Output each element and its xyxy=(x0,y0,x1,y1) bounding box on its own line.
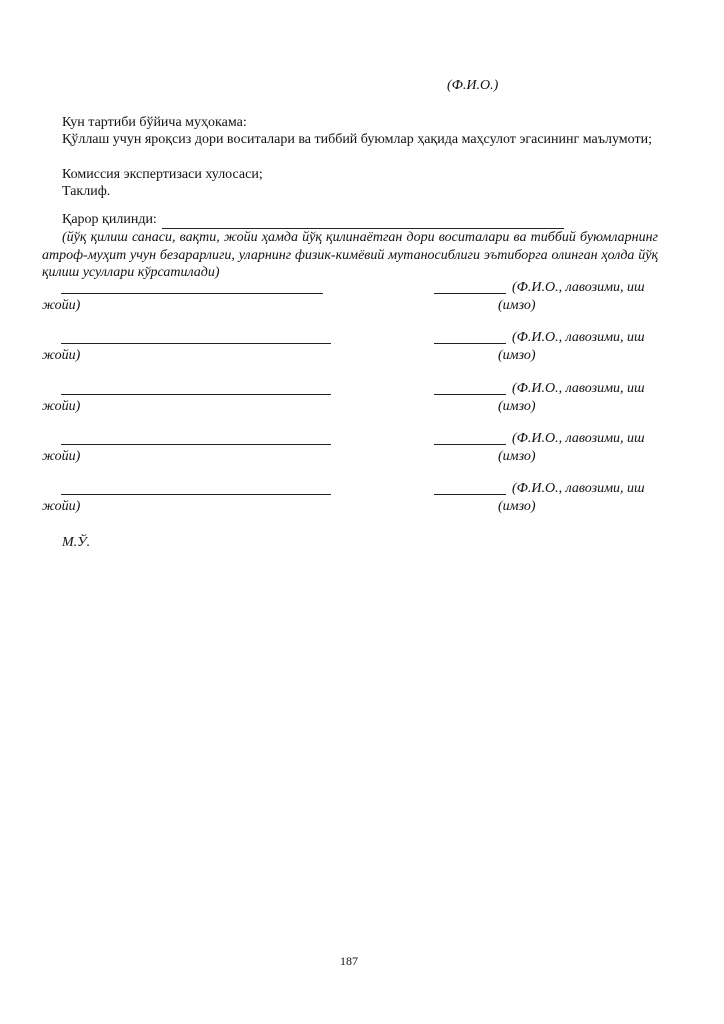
signature-workplace: жойи) xyxy=(42,298,81,313)
agenda-title: Кун тартиби бўйича муҳокама: xyxy=(62,115,247,130)
agenda-item-1: Қўллаш учун яроқсиз дори воситалари ва тиббий буюмлар ҳақида маҳсулот эгасининг маълумоти; xyxy=(62,132,652,147)
signature-line xyxy=(434,444,506,445)
signature-caption: (Ф.И.О., лавозими, иш xyxy=(512,381,645,396)
signature-line xyxy=(434,293,506,294)
signature-workplace: жойи) xyxy=(42,449,81,464)
header-fio: (Ф.И.О.) xyxy=(447,78,499,93)
signature-block xyxy=(42,381,658,421)
signature-block xyxy=(42,280,658,320)
signature-caption: (Ф.И.О., лавозими, иш xyxy=(512,431,645,446)
signature-block xyxy=(42,330,658,370)
signature-sign-label: (имзо) xyxy=(498,298,536,313)
signature-sign-label: (имзо) xyxy=(498,399,536,414)
signature-sign-label: (имзо) xyxy=(498,449,536,464)
agenda-item-2: Комиссия экспертизаси хулосаси; xyxy=(62,167,263,182)
signature-sign-label: (имзо) xyxy=(498,348,536,363)
seal-label: М.Ў. xyxy=(62,535,91,550)
name-line xyxy=(61,293,323,294)
agenda-item-3: Таклиф. xyxy=(62,184,111,199)
signature-line xyxy=(434,494,506,495)
name-line xyxy=(61,494,331,495)
signature-block xyxy=(42,481,658,521)
decision-label: Қарор қилинди: xyxy=(62,212,157,227)
signature-caption: (Ф.И.О., лавозими, иш xyxy=(512,481,645,496)
name-line xyxy=(61,343,331,344)
signature-caption: (Ф.И.О., лавозими, иш xyxy=(512,330,645,345)
signature-caption: (Ф.И.О., лавозими, иш xyxy=(512,280,645,295)
name-line xyxy=(61,444,331,445)
signature-block xyxy=(42,431,658,471)
signature-workplace: жойи) xyxy=(42,499,81,514)
name-line xyxy=(61,394,331,395)
signature-line xyxy=(434,394,506,395)
decision-note: (йўқ қилиш санаси, вақти, жойи ҳамда йўқ қилинаётган дори воситалари ва тиббий буюмларнинг атроф-муҳит учун безарарлиги, уларнинг физик-кимёвий мутаносиблиги эътиборга олинган ҳолда йўқ қилиш усуллари кўрсатилади) xyxy=(42,230,658,280)
page-number: 187 xyxy=(340,954,358,968)
signature-workplace: жойи) xyxy=(42,348,81,363)
signature-workplace: жойи) xyxy=(42,399,81,414)
signature-sign-label: (имзо) xyxy=(498,499,536,514)
signature-line xyxy=(434,343,506,344)
